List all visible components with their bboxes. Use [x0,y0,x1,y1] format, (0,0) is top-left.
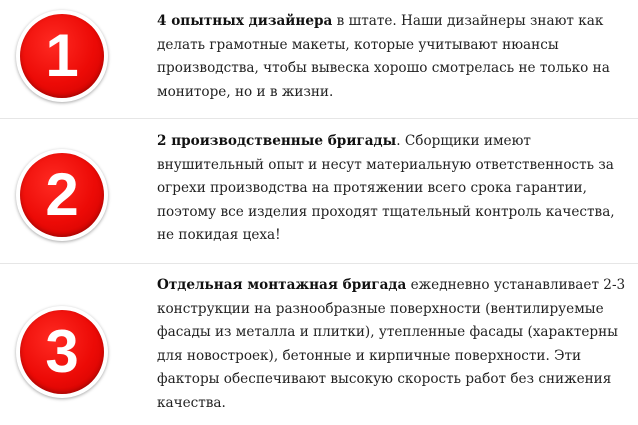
advantage-item-2 [0,118,638,263]
advantage-highlight: 4 опытных дизайнера [157,13,333,29]
advantage-description: в штате. Наши дизайнеры знают как делать грамотные макеты, которые учитывают нюансы производства, чтобы вывеска хорошо смотрелась не только на мониторе, но и в жизни. [157,13,610,100]
number-3-badge-icon [16,306,108,398]
advantage-highlight: 2 производственные бригады [157,133,397,149]
badge-number: 1 [45,22,79,89]
advantage-highlight: Отдельная монтажная бригада [157,277,407,293]
advantage-item-1 [0,0,638,118]
advantage-text [157,274,627,415]
advantage-text [157,130,627,248]
badge-number: 2 [45,161,79,228]
badge-circle [20,14,104,98]
badge-circle [20,153,104,237]
number-2-badge-icon [16,149,108,241]
badge-circle [20,310,104,394]
advantage-description: . Сборщики имеют внушительный опыт и несут материальную ответственность за огрехи производства на протяжении всего срока гарантии, поэтому все изделия проходят тщательный контроль качества, не покидая цеха! [157,133,615,243]
advantage-text [157,10,627,104]
badge-number: 3 [45,318,79,385]
number-1-badge-icon [16,10,108,102]
advantage-description: ежедневно устанавливает 2-3 конструкции на разнообразные поверхности (вентилируемые фасады из металла и плитки), утепленные фасады (характерны для новостроек), бетонные и кирпичные поверхности. Эти факторы обеспечивают высокую скорость работ без снижения качества. [157,277,626,411]
advantage-item-3 [0,263,638,425]
